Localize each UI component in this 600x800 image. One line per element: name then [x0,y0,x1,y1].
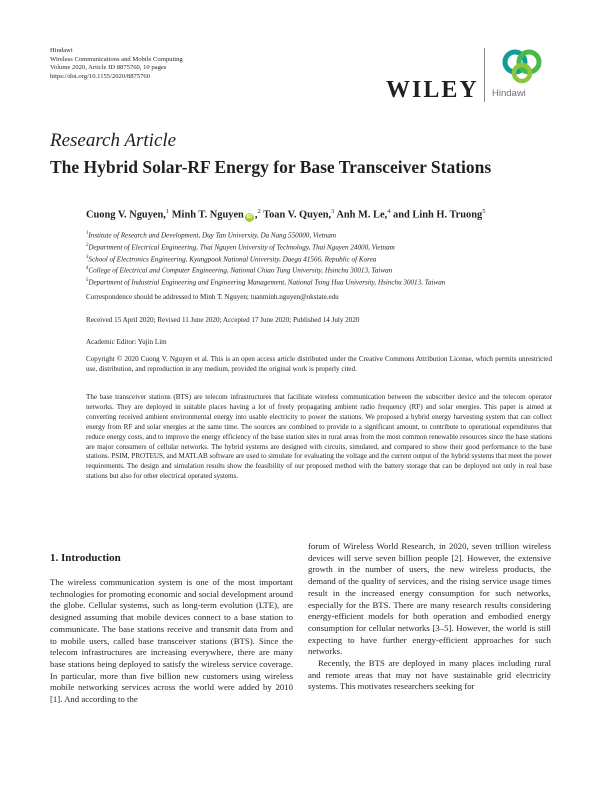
author-affiliation-number: 4 [387,208,391,215]
author-name: Anh M. Le, [336,209,388,221]
correspondence: Correspondence should be addressed to Minh T. Nguyen; tuanminh.nguyen@okstate.edu [86,293,339,301]
affiliation-text: Department of Electrical Engineering, Thai Nguyen University of Technology, Thai Nguyen 24000, Vietnam [88,243,395,252]
logo-divider [484,48,485,102]
author-affiliation-number: 3 [331,208,335,215]
affiliation-line [86,276,445,288]
body-paragraph: Recently, the BTS are deployed in many places including rural and remote areas that may not have sustainable grid electricity systems. This motivates researchers seeking for [308,658,551,692]
affiliation-text: School of Electronics Engineering, Kyungpook National University, Daegu 41566, Republic of Korea [88,254,377,263]
affiliation-line [86,253,445,265]
affiliation-text: Institute of Research and Development, Duy Tan University, Da Nang 550000, Vietnam [88,231,336,240]
hindawi-logo-icon [500,48,546,84]
author-affiliation-number: 2 [257,208,261,215]
author-name: Cuong V. Nguyen, [86,209,166,221]
affiliation-line [86,229,445,241]
journal-volume: Volume 2020, Article ID 8875760, 10 pages [50,64,167,72]
affiliation-text: Department of Industrial Engineering and Engineering Management, National Tsing Hua University, Hsinchu 30013, Taiwan [88,278,446,287]
journal-doi[interactable]: https://doi.org/10.1155/2020/8875760 [50,72,151,80]
affiliation-number: 2 [86,242,89,248]
author-affiliation-number: 1 [165,208,170,215]
orcid-icon[interactable]: iD [246,214,253,221]
publisher-logos [384,48,554,102]
author-name: Minh T. Nguyen [171,209,244,221]
body-paragraph: forum of Wireless World Research, in 2020, seven trillion wireless devices will serve seven billion people [2]. However, the extensive growth in the number of users, the new wireless products, the demand of the quality of services, and the rising service usage times result in the increased energy consumption for such networks, especially for the BTS. There are many research results considering energy-efficient models for both operation and embodied energy consumption for cellular networks [3–5]. However, the world is still expecting to have further energy-efficient approaches for such networks. [308,541,551,657]
paper-title: The Hybrid Solar-RF Energy for Base Transceiver Stations [50,157,492,177]
author-name: and Linh H. Truong [393,209,483,221]
affiliations [86,229,445,288]
author-name: Toan V. Quyen, [263,209,332,221]
body-paragraph: The wireless communication system is one of the most important technologies for promoting economic and social development around the globe. Cellular systems, such as long-term evolution (LTE), are designed assuming that mobile devices connect to a base station to communicate. The base stations receive and transmit data from and to mobile users, called base transceiver stations (BTS). Since the telecom infrastructures are increasing everywhere, there are many base stations being deployed to satisfy the wireless service coverage. In particular, more than five billion new customers using wireless mobile networking services across the world were added by 2010 [1]. And according to the [50,577,293,705]
journal-name: Wireless Communications and Mobile Computing [50,55,183,63]
publication-dates: Received 15 April 2020; Revised 11 June 2020; Accepted 17 June 2020; Published 14 July 2020 [86,316,360,324]
article-type: Research Article [50,130,177,151]
section-heading-introduction: 1. Introduction [50,552,121,564]
author-affiliation-number: 5 [482,208,486,215]
academic-editor: Academic Editor: Yujin Lim [86,338,167,346]
body-column-left [50,577,293,706]
wiley-logo: WILEY [386,77,479,103]
affiliation-number: 4 [86,266,89,272]
affiliation-number: 1 [86,231,89,236]
author-list: Cuong V. Nguyen,$^1$ Minh T. Nguyen iD ,$^2$ Toan V. Quyen,$^3$ Anh M. Le,$^4$ and Linh H. Truong$^5$ [86,208,486,221]
affiliation-line [86,264,445,276]
affiliation-number: 3 [86,254,89,260]
affiliation-number: 5 [86,278,89,284]
copyright-notice: Copyright © 2020 Cuong V. Nguyen et al. This is an open access article distributed under the Creative Commons Attribution License, which permits unrestricted use, distribution, and reproduction in any medium, provided the original work is properly cited. [86,355,552,373]
abstract: The base transceiver stations (BTS) are telecom infrastructures that facilitate wireless communication between the subscriber device and the telecom operator networks. They are deployed in suitable places having a lot of freely propagating ambient radio frequency (RF) and solar energies. This paper is aimed at converting received ambient environmental energy into usable electricity to power the stations. We proposed a hybrid energy harvesting system that can collect energy from RF and solar energies at the same time. The sources are combined to provide to a significant amount, to contribute to operational expenditures that reduce energy costs, and to improve the energy efficiency of the base station sites in rural areas from the most common renewable resources since the base stations are major consumers of cellular networks. The hybrid systems are designed with circuits, simulated, and compared to show their good performance to the base stations. PSIM, PROTEUS, and MATLAB software are used to simulate for evaluating the voltage and the current output of the hybrid systems that meet the power requirements. The design and simulation results show the feasibility of our proposed method with the battery storage that can be deployed not only in real base stations but also for other electrical operated systems. [86,393,552,481]
journal-info [50,47,183,81]
affiliation-text: College of Electrical and Computer Engineering, National Chiao Tung University, Hsinchu 30013, Taiwan [88,266,393,275]
journal-publisher: Hindawi [50,47,73,54]
affiliation-line [86,241,445,253]
body-column-right [308,541,551,693]
hindawi-logo-text: Hindawi [492,88,526,99]
